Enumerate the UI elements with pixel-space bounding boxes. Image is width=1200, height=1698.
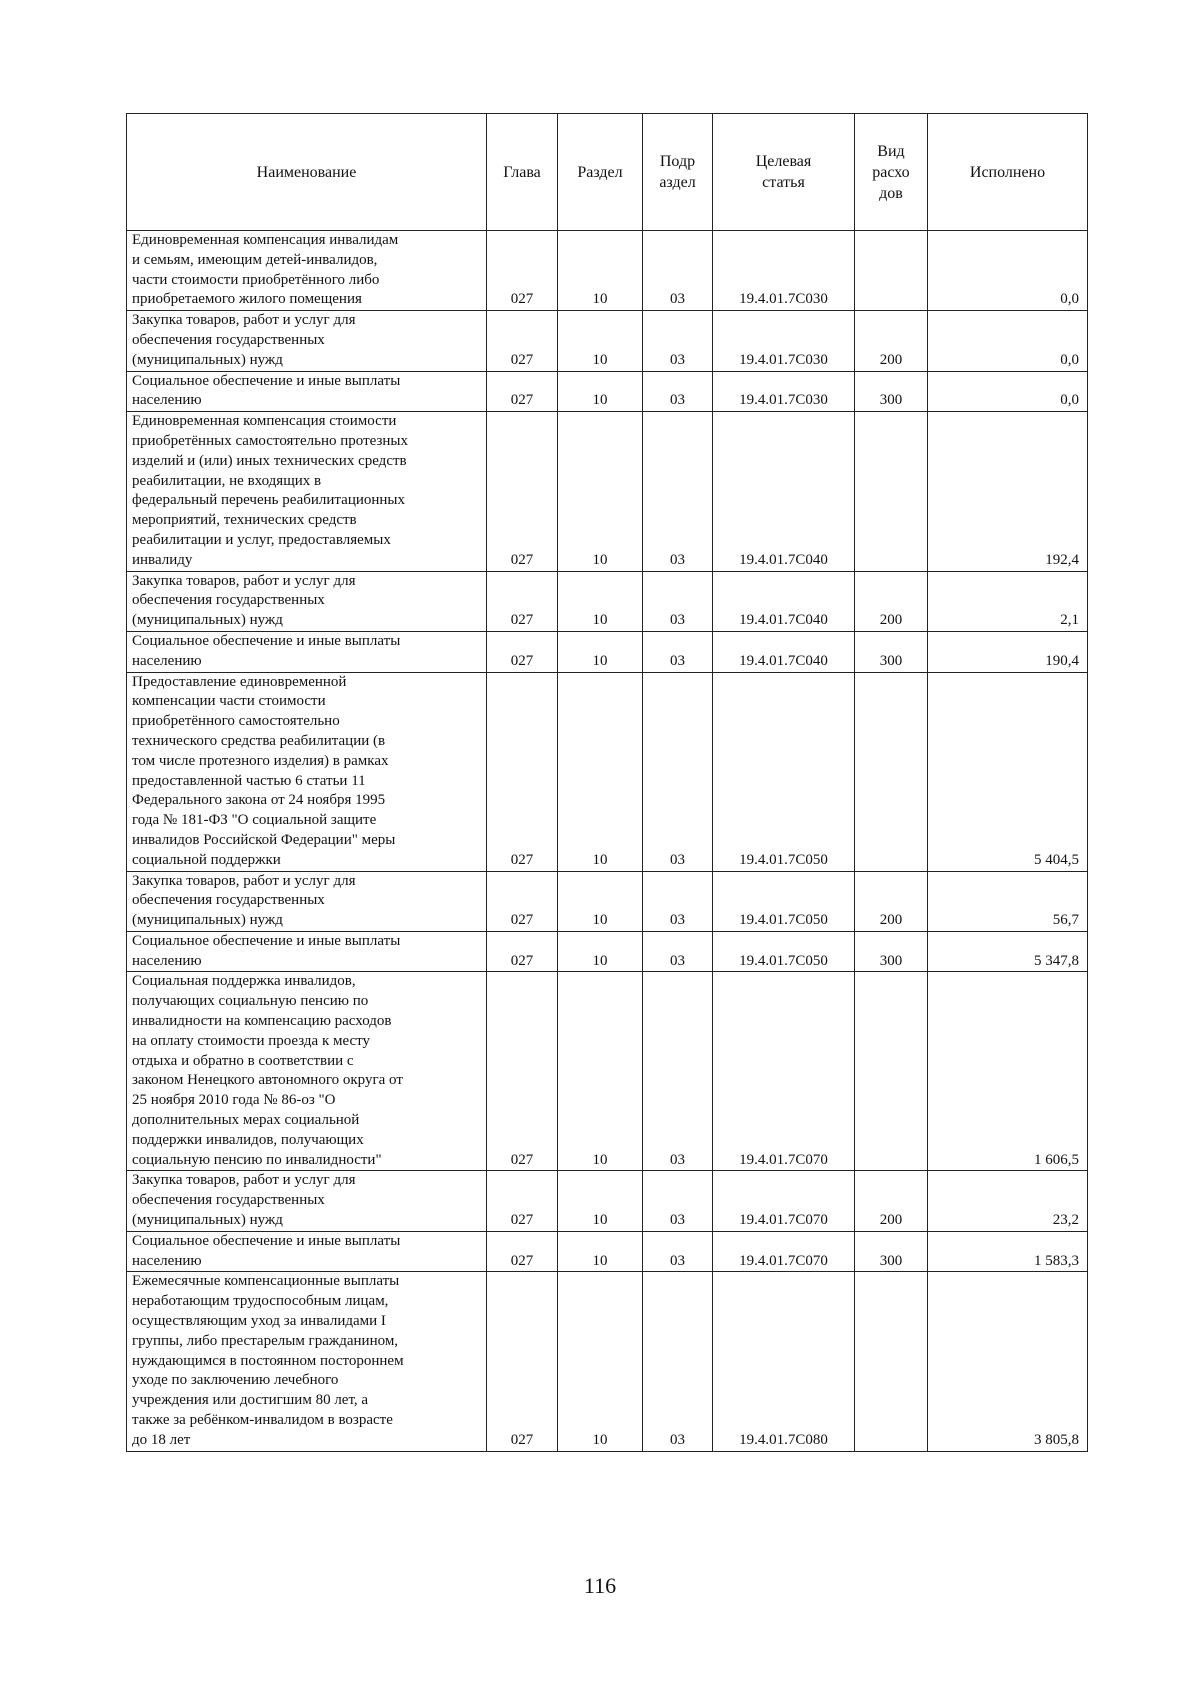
row-target-article: 19.4.01.7С070 bbox=[713, 1231, 855, 1272]
row-target-article: 19.4.01.7С040 bbox=[713, 571, 855, 631]
row-executed: 2,1 bbox=[928, 571, 1088, 631]
table-header-row bbox=[127, 114, 1088, 231]
row-name: Ежемесячные компенсационные выплаты неработающим трудоспособным лицам, осуществляющим уход за инвалидами I группы, либо престарелым гражданином, нуждающимся в постоянном постороннем уходе по заключению лечебного учреждения или достигшим 80 лет, а также за ребёнком-инвалидом в возрасте до 18 лет bbox=[127, 1272, 487, 1451]
row-target-article: 19.4.01.7С080 bbox=[713, 1272, 855, 1451]
row-expense-type: 200 bbox=[855, 571, 928, 631]
header-executed: Исполнено bbox=[928, 114, 1088, 231]
row-section: 10 bbox=[558, 672, 643, 871]
row-expense-type bbox=[855, 972, 928, 1171]
row-executed: 5 404,5 bbox=[928, 672, 1088, 871]
row-subsection: 03 bbox=[643, 371, 713, 412]
table-row bbox=[127, 631, 1088, 672]
row-expense-type bbox=[855, 412, 928, 571]
row-executed: 1 583,3 bbox=[928, 1231, 1088, 1272]
row-subsection: 03 bbox=[643, 631, 713, 672]
row-name: Закупка товаров, работ и услуг для обеспечения государственных (муниципальных) нужд bbox=[127, 871, 487, 931]
header-subsection: Подр аздел bbox=[643, 114, 713, 231]
row-target-article: 19.4.01.7С040 bbox=[713, 631, 855, 672]
row-subsection: 03 bbox=[643, 1171, 713, 1231]
row-executed: 192,4 bbox=[928, 412, 1088, 571]
row-target-article: 19.4.01.7С050 bbox=[713, 931, 855, 972]
row-executed: 190,4 bbox=[928, 631, 1088, 672]
row-expense-type: 300 bbox=[855, 631, 928, 672]
row-target-article: 19.4.01.7С070 bbox=[713, 972, 855, 1171]
row-expense-type: 300 bbox=[855, 931, 928, 972]
table-row bbox=[127, 672, 1088, 871]
row-subsection: 03 bbox=[643, 1231, 713, 1272]
row-name: Социальная поддержка инвалидов, получающих социальную пенсию по инвалидности на компенсацию расходов на оплату стоимости проезда к месту отдыха и обратно в соответствии с законом Ненецкого автономного округа от 25 ноября 2010 года № 86-оз "О дополнительных мерах социальной поддержки инвалидов, получающих социальную пенсию по инвалидности" bbox=[127, 972, 487, 1171]
table-row bbox=[127, 412, 1088, 571]
row-expense-type: 300 bbox=[855, 371, 928, 412]
row-expense-type bbox=[855, 231, 928, 311]
row-target-article: 19.4.01.7С030 bbox=[713, 311, 855, 371]
row-executed: 3 805,8 bbox=[928, 1272, 1088, 1451]
header-target-article: Целевая статья bbox=[713, 114, 855, 231]
row-executed: 0,0 bbox=[928, 311, 1088, 371]
row-expense-type: 200 bbox=[855, 311, 928, 371]
row-chapter: 027 bbox=[487, 412, 558, 571]
row-chapter: 027 bbox=[487, 1272, 558, 1451]
row-target-article: 19.4.01.7С070 bbox=[713, 1171, 855, 1231]
row-name: Закупка товаров, работ и услуг для обеспечения государственных (муниципальных) нужд bbox=[127, 571, 487, 631]
row-target-article: 19.4.01.7С040 bbox=[713, 412, 855, 571]
row-chapter: 027 bbox=[487, 871, 558, 931]
row-section: 10 bbox=[558, 931, 643, 972]
header-expense-type: Вид расхо дов bbox=[855, 114, 928, 231]
row-subsection: 03 bbox=[643, 571, 713, 631]
row-target-article: 19.4.01.7С030 bbox=[713, 231, 855, 311]
row-target-article: 19.4.01.7С050 bbox=[713, 871, 855, 931]
table-row bbox=[127, 311, 1088, 371]
row-target-article: 19.4.01.7С050 bbox=[713, 672, 855, 871]
row-chapter: 027 bbox=[487, 571, 558, 631]
row-executed: 56,7 bbox=[928, 871, 1088, 931]
row-name: Единовременная компенсация стоимости приобретённых самостоятельно протезных изделий и (или) иных технических средств реабилитации, не входящих в федеральный перечень реабилитационных мероприятий, технических средств реабилитации и услуг, предоставляемых инвалиду bbox=[127, 412, 487, 571]
row-section: 10 bbox=[558, 311, 643, 371]
row-name: Социальное обеспечение и иные выплаты населению bbox=[127, 371, 487, 412]
row-chapter: 027 bbox=[487, 231, 558, 311]
row-name: Социальное обеспечение и иные выплаты населению bbox=[127, 1231, 487, 1272]
row-subsection: 03 bbox=[643, 931, 713, 972]
row-name: Единовременная компенсация инвалидам и семьям, имеющим детей-инвалидов, части стоимости приобретённого либо приобретаемого жилого помещения bbox=[127, 231, 487, 311]
row-name: Социальное обеспечение и иные выплаты населению bbox=[127, 631, 487, 672]
row-executed: 23,2 bbox=[928, 1171, 1088, 1231]
page-number: 116 bbox=[583, 1573, 617, 1598]
row-expense-type: 300 bbox=[855, 1231, 928, 1272]
header-chapter: Глава bbox=[487, 114, 558, 231]
table-row bbox=[127, 1231, 1088, 1272]
header-name: Наименование bbox=[127, 114, 487, 231]
table-row bbox=[127, 871, 1088, 931]
row-executed: 0,0 bbox=[928, 371, 1088, 412]
row-subsection: 03 bbox=[643, 972, 713, 1171]
row-name: Закупка товаров, работ и услуг для обеспечения государственных (муниципальных) нужд bbox=[127, 311, 487, 371]
row-section: 10 bbox=[558, 1171, 643, 1231]
row-section: 10 bbox=[558, 231, 643, 311]
row-expense-type: 200 bbox=[855, 1171, 928, 1231]
row-expense-type bbox=[855, 1272, 928, 1451]
row-chapter: 027 bbox=[487, 972, 558, 1171]
row-subsection: 03 bbox=[643, 672, 713, 871]
row-chapter: 027 bbox=[487, 631, 558, 672]
row-section: 10 bbox=[558, 571, 643, 631]
row-subsection: 03 bbox=[643, 311, 713, 371]
row-subsection: 03 bbox=[643, 412, 713, 571]
row-name: Закупка товаров, работ и услуг для обеспечения государственных (муниципальных) нужд bbox=[127, 1171, 487, 1231]
row-section: 10 bbox=[558, 371, 643, 412]
row-section: 10 bbox=[558, 412, 643, 571]
row-section: 10 bbox=[558, 631, 643, 672]
row-chapter: 027 bbox=[487, 672, 558, 871]
row-name: Социальное обеспечение и иные выплаты населению bbox=[127, 931, 487, 972]
table-row bbox=[127, 371, 1088, 412]
row-executed: 0,0 bbox=[928, 231, 1088, 311]
row-executed: 5 347,8 bbox=[928, 931, 1088, 972]
table-row bbox=[127, 1272, 1088, 1451]
row-subsection: 03 bbox=[643, 231, 713, 311]
row-chapter: 027 bbox=[487, 1171, 558, 1231]
table-row bbox=[127, 1171, 1088, 1231]
row-name: Предоставление единовременной компенсации части стоимости приобретённого самостоятельно технического средства реабилитации (в том числе протезного изделия) в рамках предоставленной частью 6 статьи 11 Федерального закона от 24 ноября 1995 года № 181-ФЗ "О социальной защите инвалидов Российской Федерации" меры социальной поддержки bbox=[127, 672, 487, 871]
header-section: Раздел bbox=[558, 114, 643, 231]
row-chapter: 027 bbox=[487, 311, 558, 371]
row-chapter: 027 bbox=[487, 371, 558, 412]
row-chapter: 027 bbox=[487, 1231, 558, 1272]
row-subsection: 03 bbox=[643, 1272, 713, 1451]
table-row bbox=[127, 231, 1088, 311]
row-section: 10 bbox=[558, 1272, 643, 1451]
row-section: 10 bbox=[558, 871, 643, 931]
row-chapter: 027 bbox=[487, 931, 558, 972]
budget-execution-table bbox=[126, 113, 1088, 1452]
table-row bbox=[127, 571, 1088, 631]
row-section: 10 bbox=[558, 972, 643, 1171]
table-row bbox=[127, 972, 1088, 1171]
row-expense-type bbox=[855, 672, 928, 871]
row-section: 10 bbox=[558, 1231, 643, 1272]
row-expense-type: 200 bbox=[855, 871, 928, 931]
row-executed: 1 606,5 bbox=[928, 972, 1088, 1171]
row-subsection: 03 bbox=[643, 871, 713, 931]
row-target-article: 19.4.01.7С030 bbox=[713, 371, 855, 412]
table-row bbox=[127, 931, 1088, 972]
